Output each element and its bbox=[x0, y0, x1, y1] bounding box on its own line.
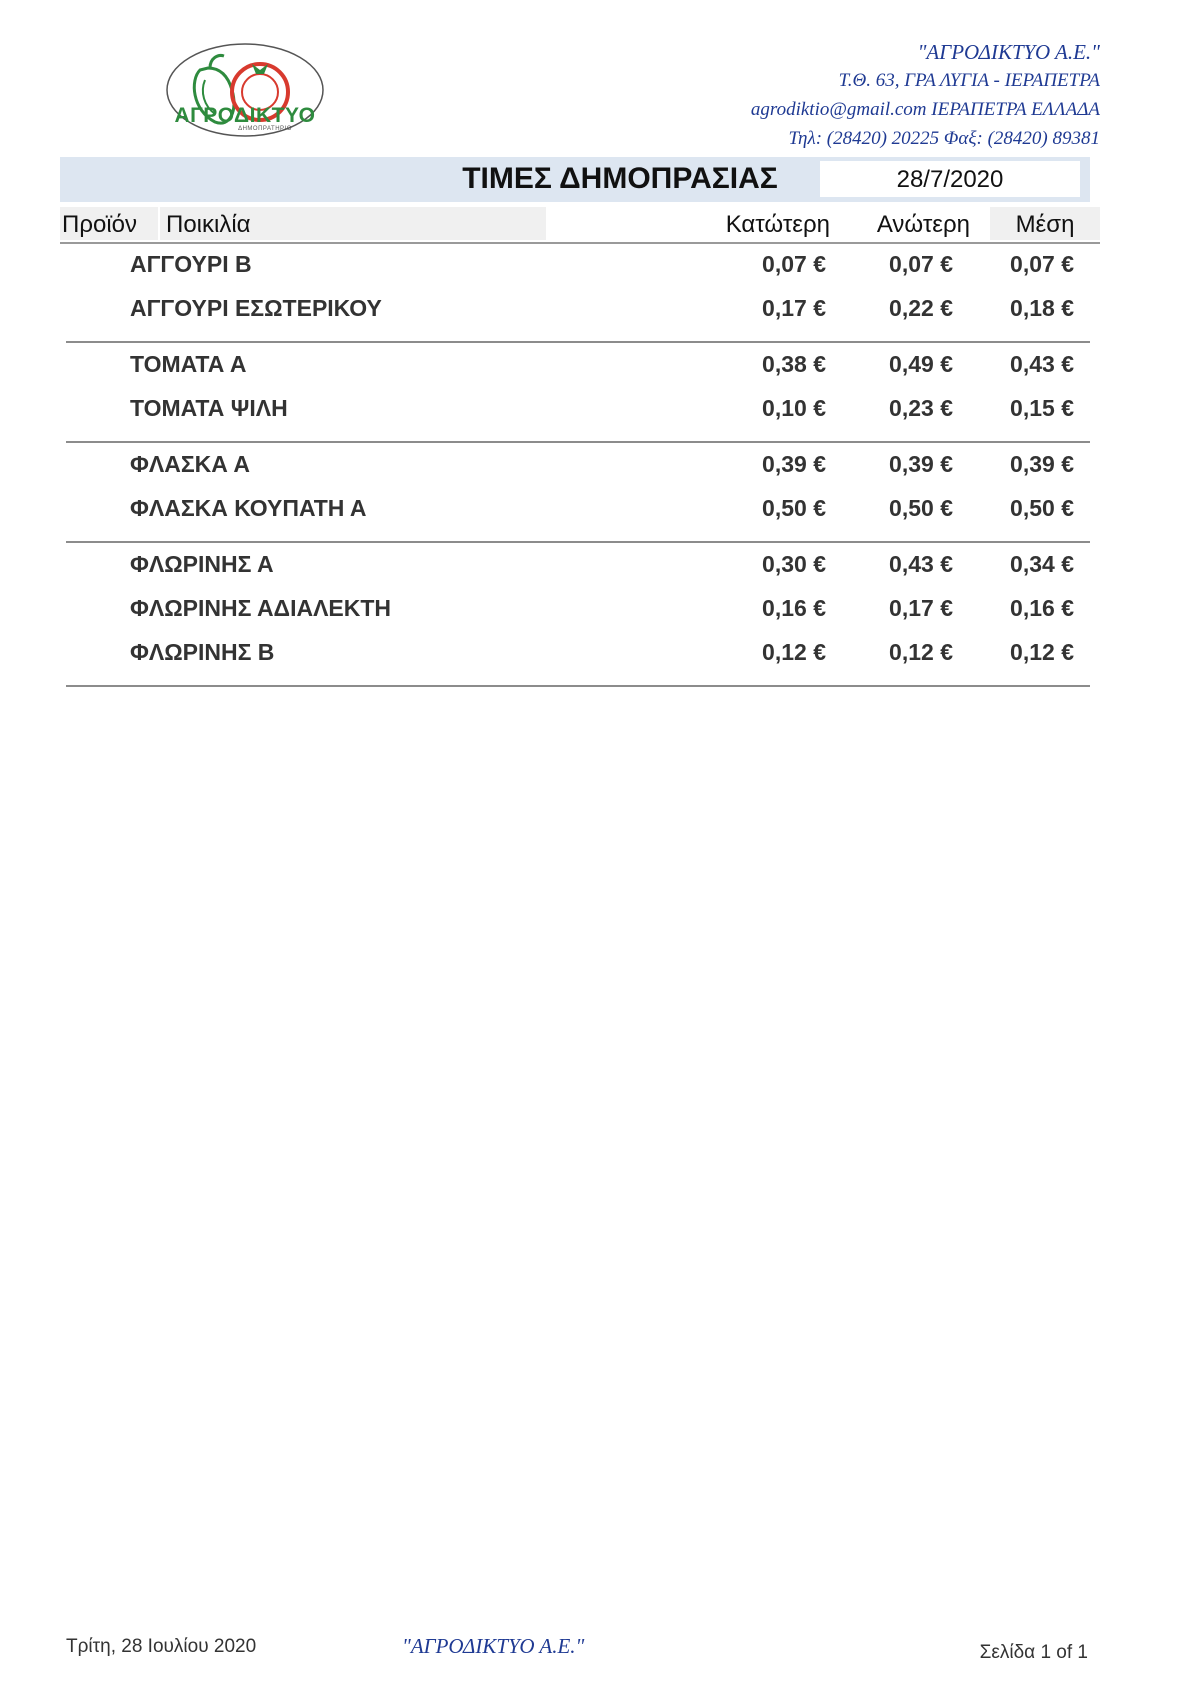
price-high: 0,22 € bbox=[889, 295, 953, 321]
price-high: 0,43 € bbox=[889, 551, 953, 577]
product-name: ΦΛΑΣΚΑ Α bbox=[130, 451, 250, 477]
product-name: ΦΛΩΡΙΝΗΣ ΑΔΙΑΛΕΚΤΗ bbox=[130, 595, 392, 621]
product-name: ΦΛΩΡΙΝΗΣ Α bbox=[130, 551, 274, 577]
price-low: 0,12 € bbox=[762, 639, 826, 665]
price-high: 0,12 € bbox=[889, 639, 953, 665]
product-group bbox=[66, 443, 1090, 543]
product-name: ΦΛΩΡΙΝΗΣ Β bbox=[130, 639, 275, 665]
price-low: 0,10 € bbox=[762, 395, 826, 421]
product-name: ΑΓΓΟΥΡΙ Β bbox=[130, 251, 252, 277]
price-avg: 0,39 € bbox=[1010, 451, 1074, 477]
table-row bbox=[66, 291, 1090, 335]
price-low: 0,07 € bbox=[762, 251, 826, 277]
table-row bbox=[66, 635, 1090, 679]
price-avg: 0,18 € bbox=[1010, 295, 1074, 321]
product-name: ΤΟΜΑΤΑ ΨΙΛΗ bbox=[130, 395, 288, 421]
footer-page-number: Σελίδα 1 of 1 bbox=[979, 1642, 1088, 1663]
price-high: 0,23 € bbox=[889, 395, 953, 421]
table-row bbox=[66, 491, 1090, 535]
footer-date: Τρίτη, 28 Ιουλίου 2020 bbox=[66, 1636, 257, 1657]
price-table bbox=[66, 243, 1090, 687]
table-row bbox=[66, 391, 1090, 435]
company-logo bbox=[160, 40, 330, 150]
product-group bbox=[66, 343, 1090, 443]
company-email[interactable]: agrodiktio@gmail.com ΙΕΡΑΠΕΤΡΑ ΕΛΛΑΔΑ bbox=[750, 99, 1100, 120]
price-avg: 0,43 € bbox=[1010, 351, 1074, 377]
price-avg: 0,16 € bbox=[1010, 595, 1074, 621]
header-product: Προϊόν bbox=[60, 207, 158, 240]
price-low: 0,30 € bbox=[762, 551, 826, 577]
header-avg: Μέση bbox=[990, 207, 1100, 240]
product-group bbox=[66, 543, 1090, 687]
table-row bbox=[66, 547, 1090, 591]
product-name: ΑΓΓΟΥΡΙ ΕΣΩΤΕΡΙΚΟΥ bbox=[130, 295, 382, 321]
table-header bbox=[60, 207, 1100, 244]
price-avg: 0,34 € bbox=[1010, 551, 1074, 577]
price-high: 0,17 € bbox=[889, 595, 953, 621]
product-group bbox=[66, 243, 1090, 343]
header-variety: Ποικιλία bbox=[160, 207, 546, 240]
price-high: 0,39 € bbox=[889, 451, 953, 477]
price-avg: 0,15 € bbox=[1010, 395, 1074, 421]
price-avg: 0,07 € bbox=[1010, 251, 1074, 277]
price-high: 0,07 € bbox=[889, 251, 953, 277]
footer-company: "ΑΓΡΟΔΙΚΤΥΟ Α.Ε." bbox=[402, 1634, 585, 1658]
table-row bbox=[66, 447, 1090, 491]
price-high: 0,50 € bbox=[889, 495, 953, 521]
page-title: ΤΙΜΕΣ ΔΗΜΟΠΡΑΣΙΑΣ bbox=[462, 162, 778, 195]
auction-date: 28/7/2020 bbox=[820, 161, 1080, 197]
company-phone: Τηλ: (28420) 20225 Φαξ: (28420) 89381 bbox=[788, 128, 1100, 149]
table-row bbox=[66, 247, 1090, 291]
price-avg: 0,12 € bbox=[1010, 639, 1074, 665]
price-avg: 0,50 € bbox=[1010, 495, 1074, 521]
price-high: 0,49 € bbox=[889, 351, 953, 377]
table-row bbox=[66, 591, 1090, 635]
logo-subtext: ΔΗΜΟΠΡΑΤΗΡΙΟ bbox=[238, 126, 292, 132]
price-low: 0,39 € bbox=[762, 451, 826, 477]
price-low: 0,50 € bbox=[762, 495, 826, 521]
product-name: ΤΟΜΑΤΑ Α bbox=[130, 351, 247, 377]
table-row bbox=[66, 347, 1090, 391]
title-band bbox=[60, 157, 1090, 202]
product-name: ΦΛΑΣΚΑ ΚΟΥΠΑΤΗ Α bbox=[130, 495, 367, 521]
header-low: Κατώτερη bbox=[725, 211, 830, 238]
logo-graphic bbox=[160, 40, 330, 150]
price-low: 0,38 € bbox=[762, 351, 826, 377]
price-low: 0,17 € bbox=[762, 295, 826, 321]
header-high: Ανώτερη bbox=[876, 211, 970, 238]
company-address: Τ.Θ. 63, ΓΡΑ ΛΥΓΙΑ - ΙΕΡΑΠΕΤΡΑ bbox=[838, 70, 1100, 91]
logo-text: ΑΓΡΟΔΙΚΤΥΟ bbox=[174, 104, 316, 127]
price-low: 0,16 € bbox=[762, 595, 826, 621]
company-info bbox=[751, 38, 1100, 153]
company-name: "ΑΓΡΟΔΙΚΤΥΟ Α.Ε." bbox=[917, 40, 1100, 64]
